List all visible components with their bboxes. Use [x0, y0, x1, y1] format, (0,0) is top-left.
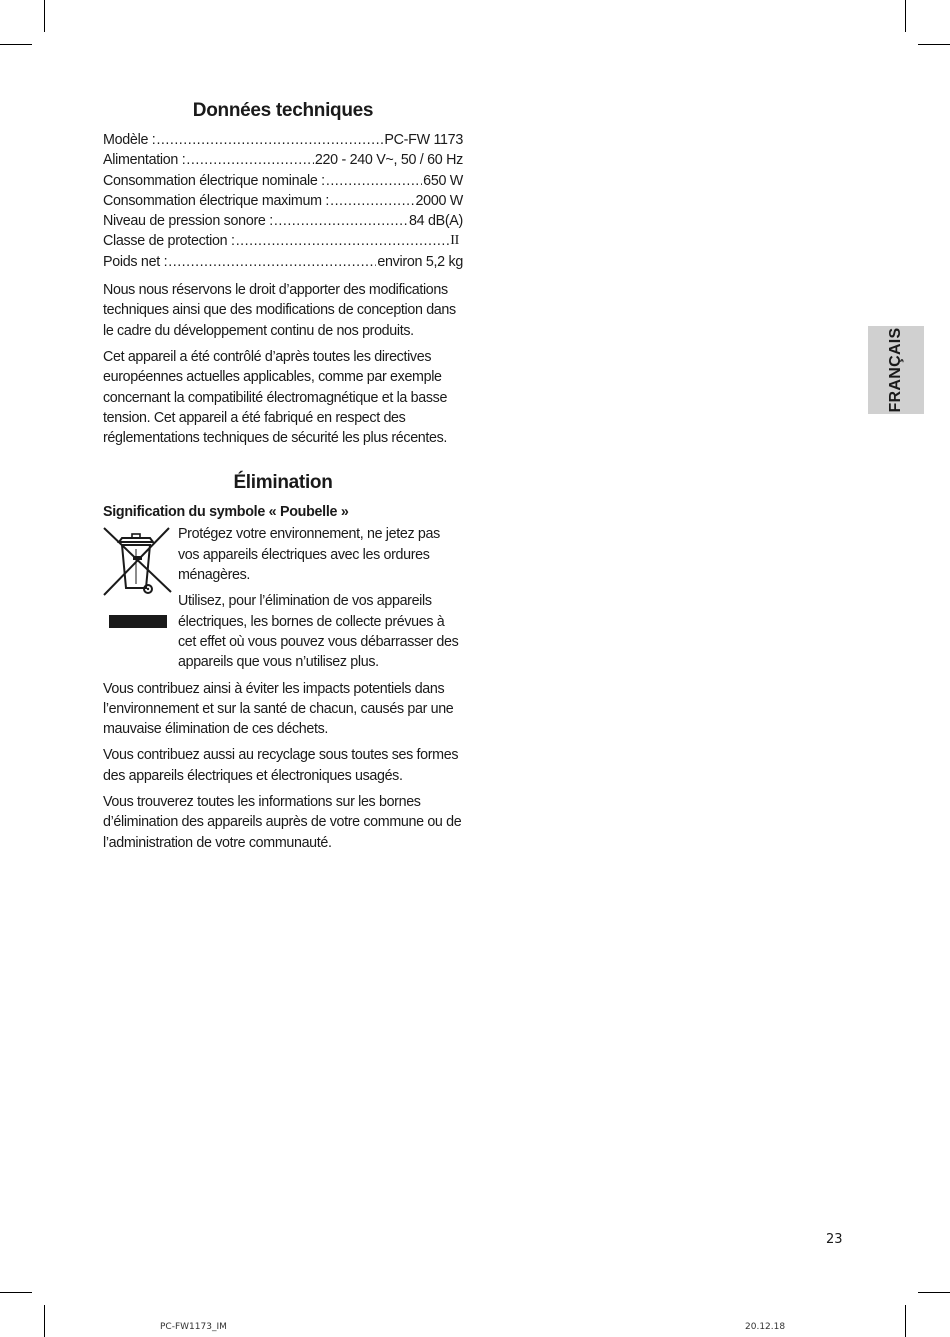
spec-value: 650 W	[423, 172, 463, 189]
spec-row-max-consumption	[103, 191, 463, 211]
spec-value: PC-FW 1173	[384, 132, 463, 148]
spec-label: Modèle :	[103, 132, 156, 148]
spec-list	[103, 130, 463, 272]
recycling-paragraph: Vous contribuez aussi au recyclage sous toutes ses formes des appareils électriques et électroniques usagés.	[103, 747, 459, 784]
symbol-paragraph-1: Protégez votre environnement, ne jetez pas vos appareils électriques avec les ordures ménagères.	[178, 526, 440, 584]
symbol-text	[178, 524, 463, 672]
spec-label: Classe de protection :	[103, 233, 235, 250]
spec-row-nominal-consumption	[103, 171, 463, 191]
crop-mark	[918, 1292, 950, 1293]
spec-label: Poids net :	[103, 253, 168, 270]
spec-row-sound-pressure	[103, 211, 463, 231]
footer-document-id: PC-FW1173_IM	[160, 1322, 227, 1332]
spec-label: Consommation électrique maximum :	[103, 192, 330, 209]
crop-mark	[905, 1305, 906, 1337]
spec-label: Alimentation :	[103, 152, 186, 169]
crop-mark	[0, 44, 32, 45]
modifications-paragraph: Nous nous réservons le droit d’apporter des modifications techniques ainsi que des modifications de conception dans le cadre du développement continu de nos produits.	[103, 282, 456, 339]
page-number: 23	[826, 1232, 843, 1247]
crop-mark	[0, 1292, 32, 1293]
spec-value: 84 dB(A)	[408, 213, 463, 230]
tech-data-title: Données techniques	[192, 100, 374, 121]
crop-mark	[905, 0, 906, 32]
spec-row-model	[103, 130, 463, 150]
spec-label: Consommation électrique nominale :	[103, 172, 325, 189]
spec-row-power-supply	[103, 150, 463, 170]
spec-value: environ 5,2 kg	[377, 253, 463, 270]
symbol-block	[103, 524, 463, 672]
footer-date: 20.12.18	[745, 1322, 786, 1332]
spec-value: 220 - 240 V~, 50 / 60 Hz	[314, 152, 463, 169]
language-tab	[868, 326, 924, 414]
directives-paragraph: Cet appareil a été contrôlé d’après toutes les directives européennes actuelles applicables, comme par exemple concernant la compatibilité électromagnétique et la basse tension. Cet appareil a été fabriqué en respect des réglementations techniques de sécurité les plus récentes.	[103, 348, 448, 447]
main-content	[103, 98, 463, 853]
crop-mark	[44, 0, 45, 32]
symbol-paragraph-2: Utilisez, pour l’élimination de vos appareils électriques, les bornes de collecte prévues à cet effet où vous pouvez vous débarrasser des appareils que vous n’utilisez plus.	[178, 593, 459, 671]
spec-row-protection-class	[103, 231, 463, 251]
language-tab-label: FRANÇAIS	[887, 327, 904, 413]
info-paragraph: Vous trouverez toutes les informations sur les bornes d’élimination des appareils auprès de votre commune ou de l’administration de votre communauté.	[103, 794, 462, 851]
elimination-title: Élimination	[233, 472, 333, 494]
crop-mark	[44, 1305, 45, 1337]
spec-value: 2000 W	[415, 192, 463, 209]
symbol-subtitle: Signification du symbole « Poubelle »	[103, 504, 349, 521]
crop-mark	[918, 44, 950, 45]
impacts-paragraph: Vous contribuez ainsi à éviter les impacts potentiels dans l’environnement et sur la santé de chacun, causés par une mauvaise élimination de ces déchets.	[103, 680, 454, 738]
spec-label: Niveau de pression sonore :	[103, 213, 273, 230]
crossed-out-wheelie-bin-icon	[103, 526, 173, 636]
spec-row-net-weight	[103, 252, 463, 272]
spec-value: II	[450, 233, 459, 249]
